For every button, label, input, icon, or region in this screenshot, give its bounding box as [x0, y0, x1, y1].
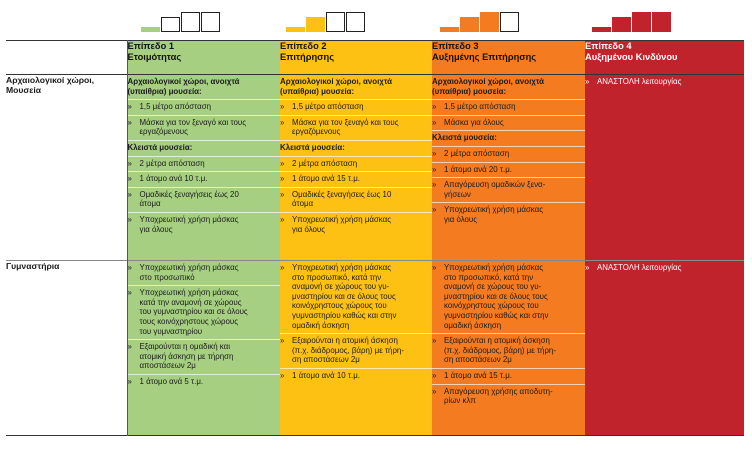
list-item: [585, 261, 744, 276]
list-item-text: 1 άτομο ανά 20 τ.μ.: [444, 164, 512, 174]
level-bars-icon: [141, 8, 221, 32]
header-level-2-line1: Επίπεδο 2: [280, 41, 327, 51]
list-item-text: Υποχρεωτική χρήση μάσκας στο προσωπικό: [139, 263, 239, 282]
list-item-text: 2 μέτρα απόσταση: [444, 148, 510, 158]
section-heading-text: Αρχαιολογικοί χώροι, ανοιχτά (υπαίθρια) μουσεία:: [280, 77, 393, 96]
list-item-text: Υποχρεωτική χρήση μάσκας στο προσωπικό, κατά την αναμονή σε χώρους του γυ- μναστηρίου και σε όλους τους κοινόχρηστους χώρους του γυμναστηρίου καθώς και στην ομαδική άσκηση: [444, 263, 549, 330]
header-level-4-line1: Επίπεδο 4: [585, 41, 632, 51]
list-item-text: Εξαιρούνται η ατομική άσκηση (π.χ. διάδρομος, βάρη) με τήρη- ση αποστάσεων 2μ: [444, 336, 556, 365]
list-item-text: 1 άτομο ανά 10 τ.μ.: [139, 174, 208, 184]
list-item: [432, 147, 585, 163]
bullet-icon: »: [280, 174, 285, 184]
bullet-icon: »: [432, 117, 437, 127]
list-item-text: 1,5 μέτρο απόσταση: [444, 102, 516, 112]
section-heading-text: Αρχαιολογικοί χώροι, ανοιχτά (υπαίθρια) μουσεία:: [127, 77, 240, 96]
list-item: [432, 369, 585, 385]
cell-museums-level-2: [280, 75, 432, 261]
list-item-text: 1,5 μέτρο απόσταση: [139, 102, 212, 112]
list-item-text: 1 άτομο ανά 10 τ.μ.: [292, 370, 360, 380]
bullet-icon: »: [432, 164, 437, 174]
level-bar-empty: [162, 18, 180, 32]
level-bars-icon: [440, 8, 520, 32]
list-item-text: ΑΝΑΣΤΟΛΗ λειτουργίας: [597, 263, 682, 272]
level-bar-empty: [347, 13, 365, 32]
list-item-text: Υποχρεωτική χρήση μάσκας για όλους: [292, 214, 392, 234]
header-level-4-line2: Αυξημένου Κινδύνου: [585, 51, 678, 62]
list-item-text: Μάσκα για τον ξεναγό και τους εργαζόμενους: [292, 117, 399, 137]
level-bars-icon: [286, 8, 366, 32]
list-item-text: Μάσκα για τον ξεναγό και τους εργαζόμενους: [139, 117, 247, 137]
level-indicators: [0, 8, 752, 34]
section-heading: [432, 131, 585, 147]
level-bars-icon: [592, 8, 672, 32]
list-item-text: Υποχρεωτική χρήση μάσκας για όλους: [139, 214, 239, 234]
level-bar-filled: [593, 28, 611, 32]
list-item: [128, 340, 281, 375]
bullet-icon: »: [432, 205, 437, 215]
level-bar-empty: [182, 13, 200, 32]
list-item: [128, 188, 281, 213]
list-item-text: 1 άτομο ανά 5 τ.μ.: [139, 376, 204, 386]
list-item: [432, 178, 585, 203]
list-item-text: 2 μέτρα απόσταση: [139, 158, 205, 168]
section-heading: [280, 141, 432, 157]
level-bar-filled: [307, 18, 325, 32]
list-item: [280, 334, 432, 369]
list-item: [128, 213, 281, 237]
header-level-3-line1: Επίπεδο 3: [432, 41, 479, 51]
level-4-icon: [592, 8, 672, 32]
table-row-gyms: [6, 261, 744, 436]
bullet-icon: »: [432, 336, 437, 346]
header-level-2: [280, 41, 432, 75]
cell-gyms-level-4: [585, 261, 744, 436]
header-level-1-line1: Επίπεδο 1: [127, 41, 175, 51]
list-item: [128, 286, 281, 340]
bullet-icon: »: [432, 180, 437, 190]
list-item: [280, 369, 432, 384]
bullet-icon: »: [585, 77, 590, 86]
list-item-text: Υποχρεωτική χρήση μάσκας κατά την αναμονή σε χώρους του γυμναστηρίου και σε όλους τους κοινόχρηστους χώρους του γυμναστηρίου: [139, 288, 248, 336]
list-item-text: Υποχρεωτική χρήση μάσκας για όλους: [444, 205, 544, 224]
header-row: [6, 41, 744, 75]
list-item-text: Εξαιρούνται η ατομική άσκηση (π.χ. διάδρομος, βάρη) με τήρη- ση αποστάσεων 2μ: [292, 336, 404, 365]
row-label-museums: Αρχαιολογικοί χώροι, Μουσεία: [6, 75, 127, 261]
section-heading-text: Κλειστά μουσεία:: [127, 142, 193, 152]
list-item: [432, 203, 585, 227]
bullet-icon: »: [127, 214, 132, 224]
list-item: [280, 188, 432, 213]
table-row-museums: [6, 75, 744, 261]
list-item: [432, 116, 585, 132]
level-2-icon: [286, 8, 366, 32]
list-item: [280, 213, 432, 237]
bullet-icon: »: [280, 336, 285, 346]
bullet-icon: »: [127, 158, 132, 168]
header-level-1: [127, 41, 280, 75]
header-level-3-line2: Αυξημένης Επιτήρησης: [432, 51, 537, 62]
bullet-icon: »: [585, 263, 590, 272]
list-item: [280, 172, 432, 188]
list-item: [128, 261, 281, 286]
bullet-icon: »: [432, 148, 437, 158]
bullet-icon: »: [280, 102, 285, 112]
header-level-3: [432, 41, 585, 75]
cell-gyms-level-3: [432, 261, 585, 436]
cell-gyms-level-2: [280, 261, 432, 436]
list-item: [432, 100, 585, 116]
level-bar-filled: [633, 13, 651, 32]
bullet-icon: »: [127, 376, 132, 386]
section-heading: [128, 141, 281, 157]
row-label-gyms: Γυμναστήρια: [6, 261, 127, 436]
header-level-4: [585, 41, 744, 75]
level-bar-empty: [202, 13, 220, 32]
bullet-icon: »: [432, 386, 437, 396]
bullet-icon: »: [432, 263, 437, 272]
list-item: [280, 116, 432, 141]
bullet-icon: »: [280, 189, 285, 199]
bullet-icon: »: [127, 189, 132, 199]
level-3-icon: [440, 8, 520, 32]
level-bar-filled: [142, 28, 160, 32]
section-heading: [128, 75, 281, 100]
level-bar-filled: [613, 18, 631, 32]
list-item: [280, 100, 432, 116]
bullet-icon: »: [127, 288, 132, 298]
header-level-2-line2: Επιτήρησης: [280, 51, 335, 62]
list-item-text: 2 μέτρα απόσταση: [292, 158, 358, 168]
cell-gyms-level-1: [127, 261, 280, 436]
level-bar-filled: [441, 28, 459, 32]
list-item: [128, 375, 281, 390]
section-heading: [432, 75, 585, 100]
level-bar-empty: [327, 13, 345, 32]
list-item-text: Ομαδικές ξεναγήσεις έως 20 άτομα: [139, 189, 239, 209]
list-item-text: Μάσκα για όλους: [444, 117, 504, 127]
list-item: [432, 385, 585, 409]
level-bar-filled: [461, 18, 479, 32]
list-item: [432, 334, 585, 369]
list-item: [585, 75, 744, 90]
bullet-icon: »: [127, 174, 132, 184]
bullet-icon: »: [280, 214, 285, 224]
bullet-icon: »: [280, 370, 285, 380]
list-item: [128, 157, 281, 173]
header-blank: [6, 41, 127, 75]
measures-table: [6, 40, 744, 436]
list-item: [128, 116, 281, 141]
list-item: [432, 261, 585, 334]
list-item-text: 1 άτομο ανά 15 τ.μ.: [292, 174, 360, 184]
bullet-icon: »: [127, 117, 132, 127]
list-item-text: 1,5 μέτρο απόσταση: [292, 102, 364, 112]
bullet-icon: »: [127, 263, 132, 272]
list-item: [280, 157, 432, 173]
bullet-icon: »: [127, 102, 132, 112]
section-heading: [280, 75, 432, 100]
level-bar-empty: [501, 13, 519, 32]
list-item-text: 1 άτομο ανά 15 τ.μ.: [444, 370, 512, 380]
list-item-text: Υποχρεωτική χρήση μάσκας στο προσωπικό, κατά την αναμονή σε χώρους του γυ- μναστηρίου και σε όλους τους κοινόχρηστους χώρους του γυμναστηρίου καθώς και στην ομαδική άσκηση: [292, 263, 397, 330]
list-item: [280, 261, 432, 334]
bullet-icon: »: [280, 263, 285, 272]
level-bar-filled: [653, 13, 671, 32]
list-item-text: Απαγόρευση ομαδικών ξενα- γήσεων: [444, 180, 546, 199]
level-bar-filled: [287, 28, 305, 32]
section-heading-text: Κλειστά μουσεία:: [432, 133, 497, 143]
bullet-icon: »: [127, 342, 132, 352]
list-item: [432, 163, 585, 179]
list-item: [128, 100, 281, 116]
level-bar-filled: [481, 13, 499, 32]
bullet-icon: »: [280, 158, 285, 168]
cell-museums-level-4: [585, 75, 744, 261]
list-item-text: ΑΝΑΣΤΟΛΗ λειτουργίας: [597, 77, 682, 86]
list-item-text: Εξαιρούνται η ομαδική και ατομική άσκηση με τήρηση αποστάσεων 2μ: [139, 342, 234, 371]
bullet-icon: »: [280, 117, 285, 127]
header-level-1-line2: Ετοιμότητας: [127, 51, 182, 62]
list-item-text: Απαγόρευση χρήσης αποδυτη- ρίων κλπ: [444, 386, 553, 406]
bullet-icon: »: [432, 102, 437, 112]
bullet-icon: »: [432, 370, 437, 380]
level-1-icon: [141, 8, 221, 32]
list-item: [128, 172, 281, 188]
section-heading-text: Αρχαιολογικοί χώροι, ανοιχτά (υπαίθρια) μουσεία:: [432, 77, 545, 96]
list-item-text: Ομαδικές ξεναγήσεις έως 10 άτομα: [292, 189, 392, 209]
cell-museums-level-1: [127, 75, 280, 261]
section-heading-text: Κλειστά μουσεία:: [280, 142, 345, 152]
cell-museums-level-3: [432, 75, 585, 261]
